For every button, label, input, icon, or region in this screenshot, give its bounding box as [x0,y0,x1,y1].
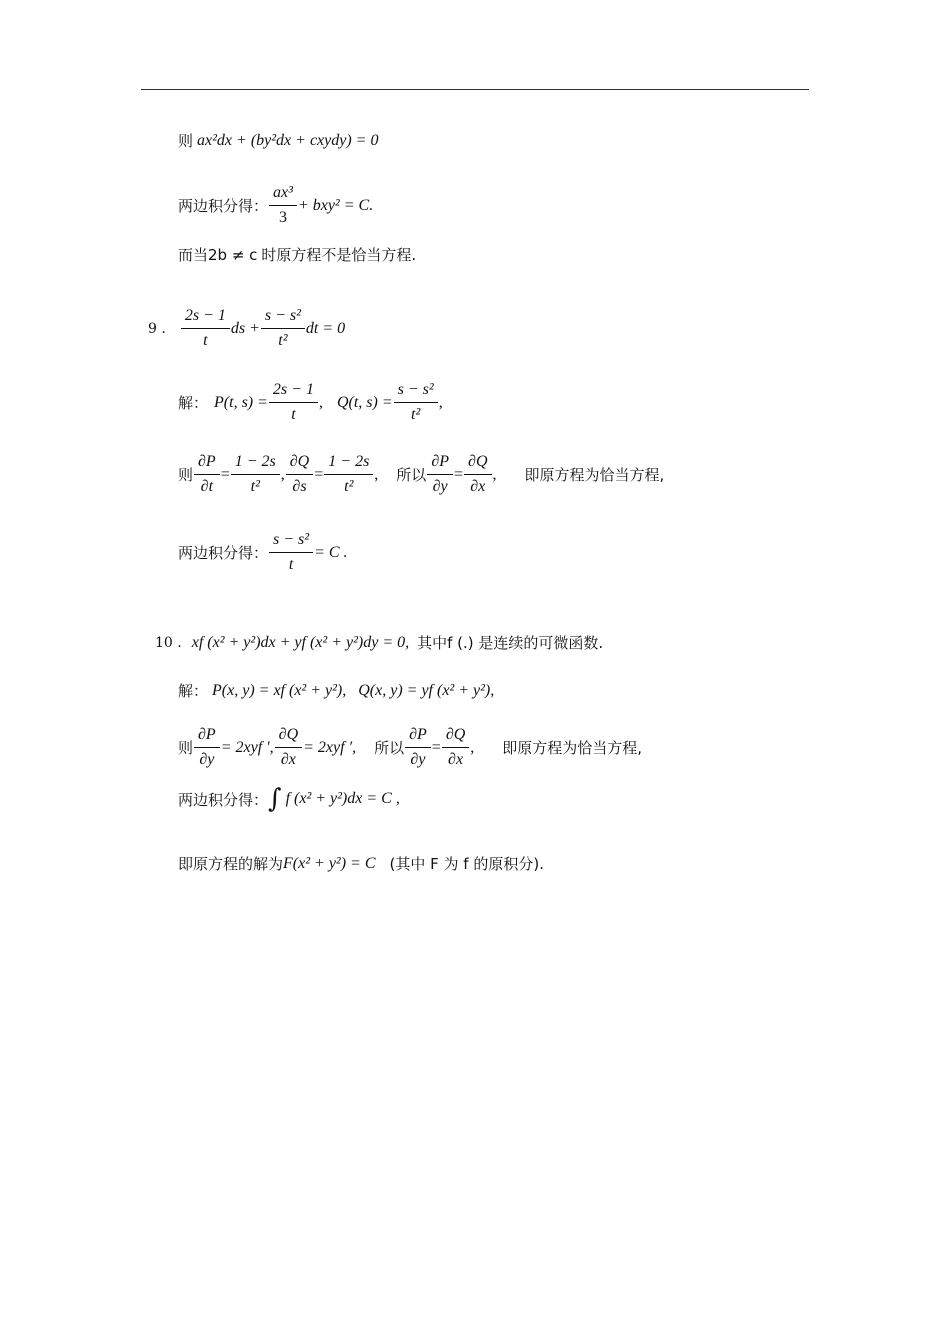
numerator: s − s² [397,381,434,398]
then-label: 则 [178,132,194,150]
continuation-line-2 [178,183,373,228]
continuation-line-1 [178,130,378,151]
fraction [271,380,316,425]
solution-label: 解： [178,682,209,700]
denominator: t [181,328,230,351]
problem-9 [148,306,345,351]
numerator: ∂P [198,453,216,470]
denominator: 3 [269,205,297,228]
p-label: P(t, s) = [214,393,268,411]
equation: xf (x² + y²)dx + yf (x² + y²)dy = 0, [191,633,410,651]
condition: 而当2b ≠ c [178,246,258,264]
numerator: s − s² [264,307,301,324]
expression: f (x² + y²)dx = C , [285,790,400,807]
denominator: t² [324,474,373,497]
fraction [271,530,311,575]
problem-9-integral [178,530,348,575]
problem-10-solution [178,680,494,701]
fraction [277,725,300,770]
final-expression: F(x² + y²) = C [283,854,376,872]
final-label: 即原方程的解为 [178,855,284,873]
header-rule [141,89,809,90]
denominator: ∂y [405,747,431,770]
numerator: ∂Q [445,726,466,743]
problem-9-partials: 则 $\frac{\partial P}{\partial t}$ = $\frac{1 - 2s}{\text{t²}}$ , $\frac{\partial Q}{\partial s}$ = $\frac{1 - 2s}{\text{t²}}$ , 所以 $\frac{\partial P}{\partial y}$ = $\frac{\partial Q}{\partial x}$ , 即原方程为恰当方程, [178,453,665,495]
conclusion: 即原方程为恰当方程, [524,466,665,484]
fraction [233,452,278,497]
numerator: 2s − 1 [272,381,314,398]
fraction [407,725,429,770]
fraction [196,452,218,497]
conclusion: 时原方程不是恰当方程. [261,246,417,264]
solution-label: 解： [178,394,209,412]
denominator: ∂x [464,474,491,497]
problem-10-integral [178,784,400,814]
fraction [326,452,371,497]
denominator: t [269,552,313,575]
numerator: 1 − 2s [328,453,370,470]
q-label: Q(t, s) = [336,393,393,411]
numerator: ∂P [409,726,427,743]
problem-number: 10 . [155,634,182,651]
fraction [466,452,489,497]
denominator: t² [231,474,280,497]
integrate-label: 两边积分得： [178,544,269,562]
problem-9-solution: 解： P(t, s) = $\frac{2s - 1}{t}$ , Q(t, s) = $\frac{\text{s − s²}}{\text{t²}}$ , [178,381,443,423]
numerator: ∂Q [278,726,299,743]
expression: = C . [314,543,348,561]
problem-number: 9 . [148,320,166,337]
denominator: ∂x [275,747,302,770]
numerator: s − s² [273,531,310,548]
integral-sign: ∫ [268,784,282,814]
denominator: ∂y [194,747,220,770]
conclusion: 即原方程为恰当方程, [502,739,643,757]
problem-note: 其中f (.) 是连续的可微函数. [417,634,604,652]
equation: ax²dx + (by²dx + cxydy) = 0 [197,131,379,149]
numerator: 2s − 1 [184,307,226,324]
expression: ds + [230,319,260,337]
denominator: ∂s [286,474,313,497]
denominator: t [269,402,318,425]
fraction [444,725,467,770]
fraction [271,183,295,228]
numerator: ∂P [431,453,449,470]
denominator: ∂x [442,747,469,770]
expression: = 2xyf ′, [303,738,357,756]
problem-10 [155,632,603,653]
numerator: 1 − 2s [234,453,276,470]
fraction [429,452,451,497]
fraction [396,380,436,425]
pq-definition: P(x, y) = xf (x² + y²), Q(x, y) = yf (x² + y²), [212,681,495,699]
expression: dt = 0 [305,319,346,337]
problem-10-final [178,853,544,874]
numerator: ax³ [273,184,293,201]
integrate-label: 两边积分得： [178,197,269,215]
problem-10-partials: 则 $\frac{\partial P}{\partial y}$ = 2xyf ′, $\frac{\partial Q}{\partial x}$ = 2xyf ′, 所以 $\frac{\partial P}{\partial y}$ = $\frac{\partial Q}{\partial x}$ , 即原方程为恰当方程, [178,726,643,768]
then-label: 则 [178,739,194,757]
then-label: 则 [178,466,194,484]
so-label: 所以 [396,466,427,484]
fraction [183,306,228,351]
integrate-label: 两边积分得： [178,790,269,809]
fraction [288,452,311,497]
numerator: ∂Q [468,453,488,470]
expression: = 2xyf ′, [220,738,274,756]
denominator: t² [394,402,438,425]
denominator: t² [261,328,305,351]
equation: + bxy² = C. [297,196,374,214]
fraction [196,725,218,770]
continuation-line-3 [178,244,416,265]
numerator: ∂Q [289,453,310,470]
numerator: ∂P [198,726,216,743]
so-label: 所以 [374,739,405,757]
final-note: (其中 F 为 f 的原积分). [389,855,544,873]
denominator: ∂y [427,474,453,497]
denominator: ∂t [194,474,220,497]
fraction [263,306,303,351]
